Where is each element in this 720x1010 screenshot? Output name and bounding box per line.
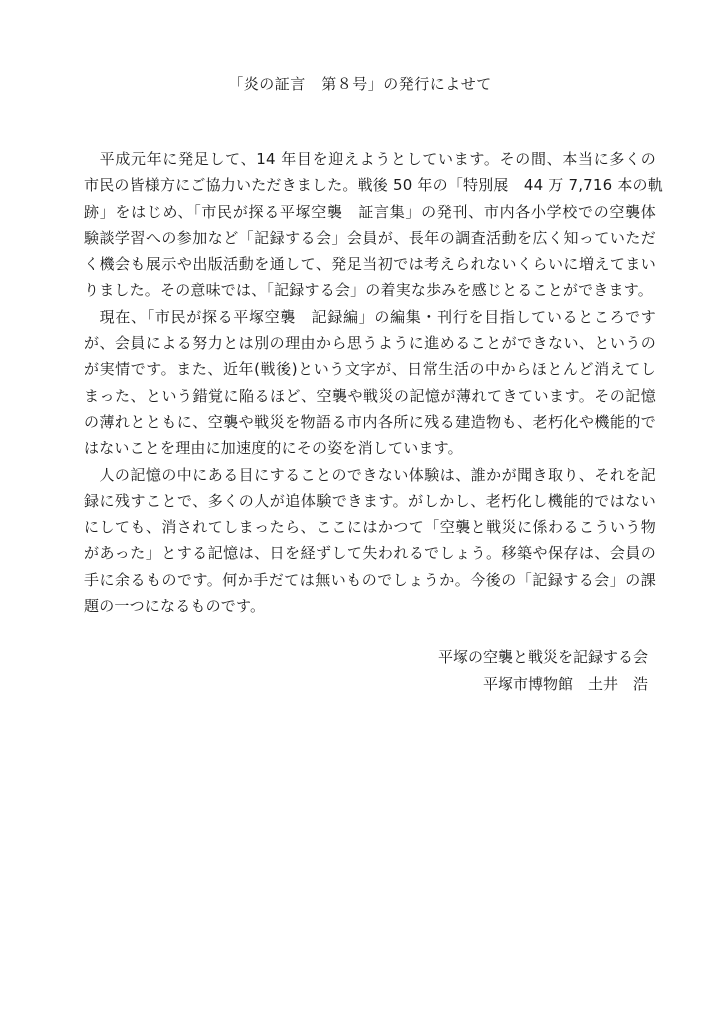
paragraph-1 [84, 146, 663, 304]
paragraph-2 [84, 304, 656, 462]
text-line: 題の一つになるものです。 [84, 597, 266, 616]
text-line: 手に余るものです。何か手だては無いものでしょうか。今後の「記録する会」の課 [84, 570, 656, 589]
signature-organization: 平塚の空襲と戦災を記録する会 [437, 648, 648, 666]
text-line: はないことを理由に加速度的にその姿を消しています。 [84, 439, 463, 458]
text-line: 録に残すことで、多くの人が追体験できます。がしかし、老朽化し機能的ではない [84, 491, 656, 510]
text-line: にしても、消されてしまったら、ここにはかつて「空襲と戦災に係わるこういう物 [84, 518, 656, 537]
text-line: 現在、「市民が探る平塚空襲 記録編」の編集・刊行を目指しているところです [84, 307, 656, 326]
text-line: 人の記憶の中にある目にすることのできない体験は、誰かが聞き取り、それを記 [84, 465, 656, 484]
paragraph-3 [84, 462, 656, 620]
document-title: 「炎の証言 第８号」の発行によせて [228, 75, 492, 93]
text-line: があった」とする記憶は、日を経ずして失われるでしょう。移築や保存は、会員の [84, 544, 656, 563]
text-line: 験談学習への参加など「記録する会」会員が、長年の調査活動を広く知っていただ [84, 228, 656, 247]
text-line: 平成元年に発足して、14 年目を迎えようとしています。その間、本当に多くの [84, 150, 656, 168]
text-line: く機会も展示や出版活動を通して、発足当初では考えられないくらいに増えてまい [84, 255, 656, 274]
signature-block [438, 644, 648, 698]
text-line: の薄れとともに、空襲や戦災を物語る市内各所に残る建造物も、老朽化や機能的で [84, 412, 656, 431]
text-line: が、会員による努力とは別の理由から思うように進めることができない、というの [84, 334, 656, 353]
text-line: まった、という錯覚に陥るほど、空襲や戦災の記憶が薄れてきています。その記憶 [84, 386, 656, 405]
text-line: りました。その意味では、「記録する会」の着実な歩みを感じとることができます。 [84, 281, 653, 300]
text-line: 跡」をはじめ、「市民が探る平塚空襲 証言集」の発刊、市内各小学校での空襲体 [84, 202, 656, 221]
signature-author: 平塚市博物館 土井 浩 [482, 675, 648, 693]
document-body [84, 146, 663, 619]
text-line: が実情です。また、近年(戦後)という文字が、日常生活の中からほとんど消えてし [84, 360, 656, 379]
text-line: 市民の皆様方にご協力いただきました。戦後 50 年の「特別展 44 万 7,716 本の軌 [84, 176, 663, 195]
